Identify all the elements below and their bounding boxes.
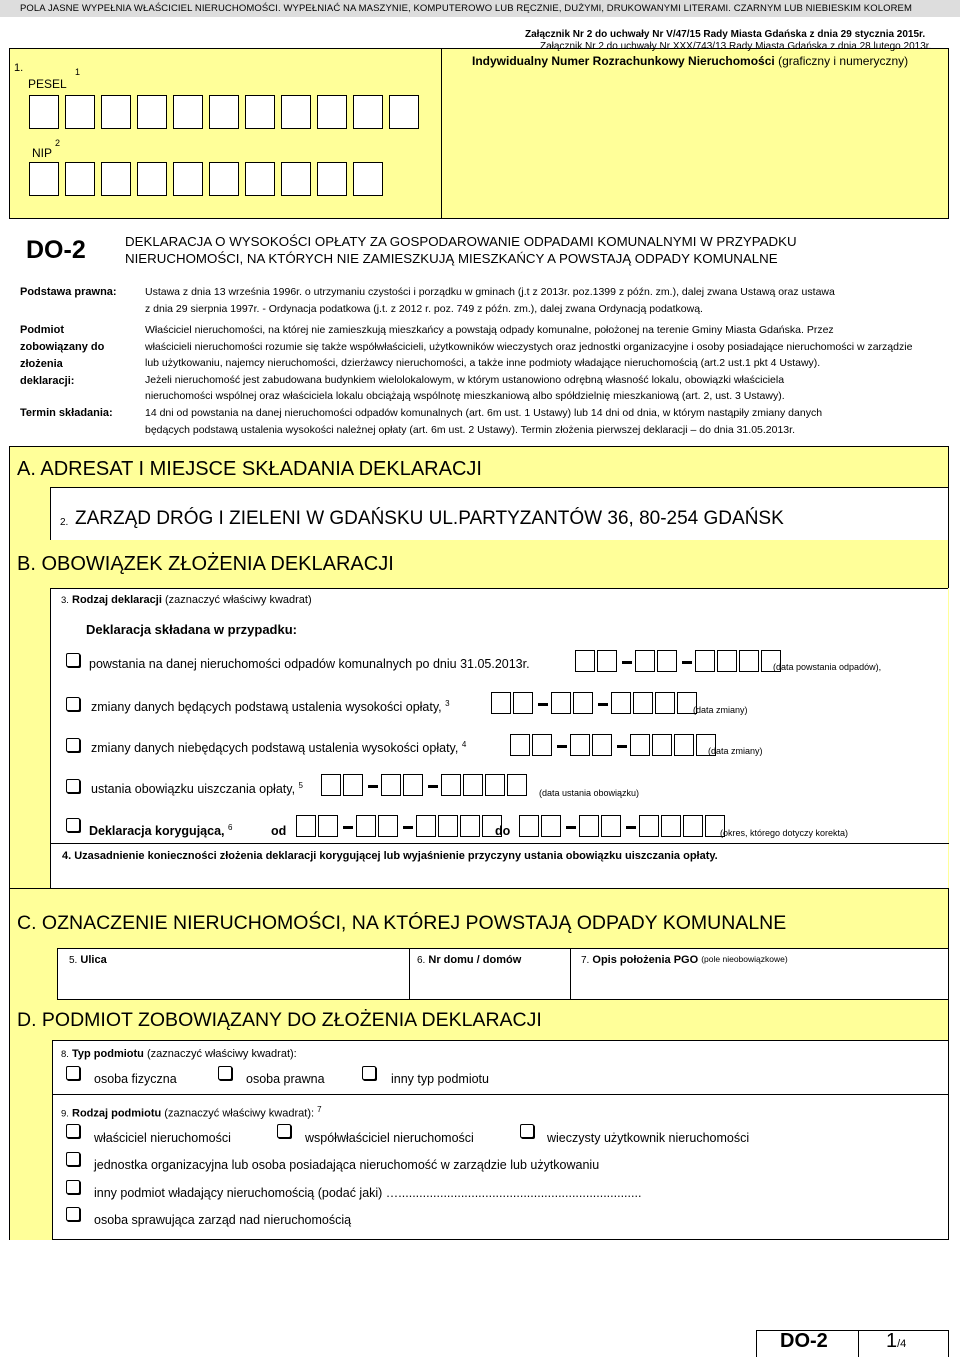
pesel-digit-box[interactable] <box>65 95 95 129</box>
field-5-title: Ulica <box>80 954 107 966</box>
pesel-label: PESEL <box>28 77 67 91</box>
date-digit-box[interactable] <box>381 774 401 796</box>
section-c-title: C. OZNACZENIE NIERUCHOMOŚCI, NA KTÓREJ POWSTAJĄ ODPADY KOMUNALNE <box>17 912 787 934</box>
nip-digit-box[interactable] <box>29 162 59 196</box>
annex-line-1: Załącznik Nr 2 do uchwały Nr V/47/15 Rady Miasta Gdańska z dnia 29 stycznia 2015r. <box>525 29 926 40</box>
date-digit-box[interactable] <box>403 774 423 796</box>
field-8-title: Typ podmiotu <box>72 1048 144 1060</box>
option-change-fee-data-text: zmiany danych będących podstawą ustalenia wysokości opłaty, <box>91 700 442 715</box>
inr-label <box>472 54 908 68</box>
nip-digit-box[interactable] <box>137 162 167 196</box>
pesel-digit-box[interactable] <box>245 95 275 129</box>
deadline-text-1: 14 dni od powstania na danej nieruchomości odpadów komunalnych (art. 6m ust. 1 Ustawy) lub 14 dni od dnia, w którym nastąpiły zmiany danych <box>145 407 823 419</box>
date-digit-box[interactable] <box>575 650 595 672</box>
subject-label-line: zobowiązany do <box>20 341 105 353</box>
entity-kind-organization-label: jednostka organizacyjna lub osoba posiadająca nieruchomość w zarządzie lub użytkowaniu <box>94 1158 600 1172</box>
option-creation-note: (data powstania odpadów), <box>773 662 882 672</box>
field-8-number: 8. <box>61 1049 69 1060</box>
inr-panel <box>441 48 949 219</box>
pesel-footnote: 1 <box>75 67 81 77</box>
field-4-label[interactable]: 4. Uzasadnienie konieczności złożenia deklaracji korygującej lub wyjaśnienie przyczyny ustania obowiązku uiszczania opłaty. <box>62 850 718 862</box>
subject-text-line: Jeżeli nieruchomość jest zabudowana budynkiem wielolokalowym, w którym ustanowiono odrębną własność lokalu, obowiązki właściciela <box>145 373 785 386</box>
subject-label-line: Podmiot <box>20 324 64 336</box>
field-6-title: Nr domu / domów <box>428 954 522 966</box>
page-number <box>886 1330 906 1353</box>
date-digit-box[interactable] <box>378 815 398 837</box>
date-separator <box>403 826 413 829</box>
date-digit-box[interactable] <box>570 734 590 756</box>
entity-kind-owner-label: właściciel nieruchomości <box>94 1131 231 1145</box>
inr-label-text: Indywidualny Numer Rozrachunkowy Nieruchomości <box>472 54 775 68</box>
nip-label: NIP <box>32 146 53 160</box>
date-digit-box[interactable] <box>321 774 341 796</box>
instructions-banner: POLA JASNE WYPEŁNIA WŁAŚCICIEL NIERUCHOMOŚCI. WYPEŁNIAĆ NA MASZYNIE, KOMPUTEROWO LUB RĘCZNIE, DUŻYMI, DRUKOWANYMI LITERAMI. CZARNYM LUB NIEBIESKIM KOLOREM <box>0 0 960 17</box>
pesel-digit-box[interactable] <box>101 95 131 129</box>
date-digit-box[interactable] <box>739 650 759 672</box>
entity-kind-manager-label: osoba sprawująca zarząd nad nieruchomością <box>94 1213 352 1227</box>
option-cessation-text: ustania obowiązku uiszczania opłaty, <box>91 782 296 797</box>
date-separator <box>557 745 567 748</box>
section-d-indent <box>9 1040 52 1240</box>
option-cessation-label <box>91 781 303 796</box>
section-c-indent <box>9 948 57 1000</box>
option-change-fee-data-checkbox[interactable] <box>66 697 80 711</box>
option-change-other-data-label <box>91 740 466 755</box>
nip-digit-box[interactable] <box>317 162 347 196</box>
option-change-fee-data-footnote: 3 <box>445 699 450 708</box>
date-digit-box[interactable] <box>463 774 483 796</box>
subject-text-line: nieruchomości wspólnej oraz właściciela lokalu obciążają wspólnotę mieszkaniową albo spółdzielnię mieszkaniową (art. 2, ust. 3 Ustawy). <box>145 390 785 403</box>
pesel-digit-box[interactable] <box>317 95 347 129</box>
date-separator <box>343 826 353 829</box>
date-separator <box>538 703 548 706</box>
field-7-label <box>581 954 788 966</box>
date-digit-box[interactable] <box>633 692 653 714</box>
date-digit-box[interactable] <box>507 774 527 796</box>
date-separator <box>617 745 627 748</box>
subject-label <box>20 322 104 390</box>
field-2-number: 2. <box>60 517 69 528</box>
date-digit-box[interactable] <box>597 650 617 672</box>
option-change-fee-data-label <box>91 699 450 714</box>
option-change-other-data-footnote: 4 <box>461 740 467 749</box>
option-change-other-data-text: zmiany danych niebędących podstawą ustalenia wysokości opłaty, <box>91 741 459 756</box>
date-digit-box[interactable] <box>441 774 461 796</box>
pesel-digit-box[interactable] <box>209 95 239 129</box>
date-digit-box[interactable] <box>573 692 593 714</box>
date-separator <box>622 661 632 664</box>
date-separator <box>368 785 378 788</box>
field-9-label <box>61 1105 322 1120</box>
date-digit-box[interactable] <box>460 815 480 837</box>
date-digit-box[interactable] <box>541 815 561 837</box>
field-7-number: 7. <box>581 955 590 966</box>
correction-period-note: (okres, którego dotyczy korekta) <box>720 828 849 838</box>
page-current: 1 <box>886 1330 898 1352</box>
field-3-label <box>61 594 312 606</box>
entity-type-other-label: inny typ podmiotu <box>391 1072 489 1086</box>
date-separator <box>598 703 608 706</box>
date-digit-box[interactable] <box>652 734 672 756</box>
nip-digit-box[interactable] <box>281 162 311 196</box>
option-change-other-data-note: (data zmiany) <box>708 746 763 756</box>
legal-basis-text-2: z dnia 29 sierpnia 1997r. - Ordynacja podatkowa (j.t. z 2012 r. poz. 749 z późn. zm.), dalej zwana Ordynacją podatkową. <box>145 303 703 315</box>
correction-to-label: do <box>495 824 511 838</box>
pesel-digit-box[interactable] <box>281 95 311 129</box>
date-digit-box[interactable] <box>416 815 436 837</box>
field-9-footnote: 7 <box>317 1105 322 1114</box>
field-6-label <box>417 954 521 966</box>
pesel-digit-box[interactable] <box>173 95 203 129</box>
section-a-indent <box>10 487 50 540</box>
date-digit-box[interactable] <box>639 815 659 837</box>
nip-digit-box[interactable] <box>353 162 383 196</box>
field-7-note: (pole nieobowiązkowe) <box>701 954 788 964</box>
date-digit-box[interactable] <box>592 734 612 756</box>
pesel-digit-box[interactable] <box>137 95 167 129</box>
subject-text-line: lub użytkowaniu, najemcy nieruchomości, dzierżawcy nieruchomości, a także inne podmioty władające nieruchomością (art.2 ust.1 pkt 4 Ustawy). <box>145 357 821 370</box>
date-digit-box[interactable] <box>657 650 677 672</box>
date-digit-box[interactable] <box>485 774 505 796</box>
option-change-fee-data-note: (data zmiany) <box>693 705 748 715</box>
date-digit-box[interactable] <box>655 692 675 714</box>
entity-kind-organization-checkbox[interactable] <box>66 1152 80 1166</box>
date-separator <box>682 661 692 664</box>
date-digit-box[interactable] <box>491 692 511 714</box>
footer-code: DO-2 <box>780 1330 828 1352</box>
option-correction-checkbox[interactable] <box>66 818 80 832</box>
date-digit-box[interactable] <box>661 815 681 837</box>
option-cessation-footnote: 5 <box>298 781 303 790</box>
entity-kind-perpetual-user-checkbox[interactable] <box>520 1124 534 1138</box>
pesel-digit-box[interactable] <box>389 95 419 129</box>
entity-type-legal-label: osoba prawna <box>246 1072 325 1086</box>
subject-text-line: właścicieli nieruchomości rozumie się także współwłaścicieli, użytkowników wieczystych oraz jednostki organizacyjne i osoby posiadające nieruchomości w zarządzie <box>145 340 913 353</box>
date-separator <box>626 826 636 829</box>
field-8-note: (zaznaczyć właściwy kwadrat): <box>146 1048 297 1060</box>
date-digit-box[interactable] <box>601 815 621 837</box>
date-digit-box[interactable] <box>532 734 552 756</box>
deadline-label: Termin składania: <box>20 407 113 419</box>
date-digit-box[interactable] <box>635 650 655 672</box>
subject-label-line: deklaracji: <box>20 375 75 387</box>
nip-digit-box[interactable] <box>101 162 131 196</box>
entity-type-other-checkbox[interactable] <box>362 1066 376 1080</box>
nip-digit-box[interactable] <box>209 162 239 196</box>
field-4-separator <box>50 843 949 844</box>
entity-kind-other-label[interactable]: inny podmiot władający nieruchomością (podać jaki) …...................................................................... <box>94 1186 642 1200</box>
date-digit-box[interactable] <box>510 734 530 756</box>
date-digit-box[interactable] <box>579 815 599 837</box>
option-change-other-data-checkbox[interactable] <box>66 738 80 752</box>
section-d-title: D. PODMIOT ZOBOWIĄZANY DO ZŁOŻENIA DEKLARACJI <box>17 1009 542 1031</box>
date-digit-box[interactable] <box>695 650 715 672</box>
addressee: ZARZĄD DRÓG I ZIELENI W GDAŃSKU UL.PARTYZANTÓW 36, 80-254 GDAŃSK <box>75 508 784 529</box>
date-digit-box[interactable] <box>611 692 631 714</box>
date-digit-box[interactable] <box>717 650 737 672</box>
entity-type-natural-checkbox[interactable] <box>66 1066 80 1080</box>
date-digit-box[interactable] <box>296 815 316 837</box>
date-digit-box[interactable] <box>519 815 539 837</box>
field-6-number: 6. <box>417 955 426 966</box>
field-5-label <box>69 954 107 966</box>
field-9-number: 9. <box>61 1108 69 1120</box>
field-3-note: (zaznaczyć właściwy kwadrat) <box>164 594 312 606</box>
entity-kind-perpetual-user-label: wieczysty użytkownik nieruchomości <box>547 1131 750 1145</box>
correction-from-label: od <box>271 824 287 838</box>
entity-type-natural-label: osoba fizyczna <box>94 1072 177 1086</box>
subject-text-line: Właściciel nieruchomości, na której nie zamieszkują mieszkańcy a powstają odpady komunalne, położonej na terenie Gminy Miasta Gdańska. Przez <box>145 324 834 336</box>
entity-type-legal-checkbox[interactable] <box>218 1066 232 1080</box>
nip-digit-box[interactable] <box>173 162 203 196</box>
entity-kind-coowner-label: współwłaściciel nieruchomości <box>305 1131 474 1145</box>
date-digit-box[interactable] <box>356 815 376 837</box>
section-a-title: A. ADRESAT I MIEJSCE SKŁADANIA DEKLARACJI <box>17 458 482 480</box>
form-title-line-1: DEKLARACJA O WYSOKOŚCI OPŁATY ZA GOSPODAROWANIE ODPADAMI KOMUNALNYMI W PRZYPADKU <box>125 234 797 249</box>
legal-basis-text-1: Ustawa z dnia 13 września 1996r. o utrzymaniu czystości i porządku w gminach (j.t z 2013r. poz.1399 z późn. zm.), dalej zwana Ustawą oraz ustawa <box>145 286 835 298</box>
annex-line-2: Załącznik Nr 2 do uchwały Nr XXX/743/13 Rady Miasta Gdańska z dnia 28 lutego 2013r. <box>540 41 932 52</box>
field-3-title: Rodzaj deklaracji <box>72 594 162 606</box>
pesel-digit-box[interactable] <box>353 95 383 129</box>
form-code: DO-2 <box>26 236 86 264</box>
field-7-title: Opis położenia PGO <box>592 954 699 966</box>
inr-label-note: (graficzny i numeryczny) <box>778 54 909 68</box>
date-separator <box>428 785 438 788</box>
section-b-indent <box>9 588 50 888</box>
field-8-label <box>61 1048 297 1060</box>
option-cessation-checkbox[interactable] <box>66 779 80 793</box>
field-1-number: 1. <box>14 62 24 74</box>
legal-basis-label: Podstawa prawna: <box>20 286 117 298</box>
date-digit-box[interactable] <box>683 815 703 837</box>
date-digit-box[interactable] <box>513 692 533 714</box>
option-cessation-note: (data ustania obowiązku) <box>539 788 640 798</box>
date-digit-box[interactable] <box>438 815 458 837</box>
form-title-line-2: NIERUCHOMOŚCI, NA KTÓRYCH NIE ZAMIESZKUJĄ MIESZKAŃCY A POWSTAJĄ ODPADY KOMUNALNE <box>125 251 778 266</box>
date-digit-box[interactable] <box>318 815 338 837</box>
field-5-box[interactable] <box>57 948 410 1000</box>
date-digit-box[interactable] <box>630 734 650 756</box>
field-3-number: 3. <box>61 595 69 606</box>
nip-footnote: 2 <box>55 138 61 148</box>
subject-text <box>145 322 937 405</box>
entity-kind-other-checkbox[interactable] <box>66 1180 80 1194</box>
date-digit-box[interactable] <box>551 692 571 714</box>
option-correction-footnote: 6 <box>227 823 233 832</box>
date-digit-box[interactable] <box>343 774 363 796</box>
entity-kind-coowner-checkbox[interactable] <box>277 1124 291 1138</box>
entity-kind-owner-checkbox[interactable] <box>66 1124 80 1138</box>
entity-kind-manager-checkbox[interactable] <box>66 1207 80 1221</box>
date-separator <box>566 826 576 829</box>
option-creation-checkbox[interactable] <box>66 653 80 667</box>
nip-digit-box[interactable] <box>245 162 275 196</box>
section-b-title: B. OBOWIĄZEK ZŁOŻENIA DEKLARACJI <box>17 553 394 575</box>
option-creation-label: powstania na danej nieruchomości odpadów komunalnych po dniu 31.05.2013r. <box>89 657 530 671</box>
option-correction-text: Deklaracja korygująca, <box>89 824 225 839</box>
field-9-title: Rodzaj podmiotu <box>72 1107 162 1120</box>
option-correction-label <box>89 823 232 838</box>
subject-label-line: złożenia <box>20 358 63 370</box>
field-9-note: (zaznaczyć właściwy kwadrat): <box>164 1107 315 1120</box>
nip-digit-box[interactable] <box>65 162 95 196</box>
deadline-text-2: będących podstawą ustalenia wysokości należnej opłaty (art. 6m ust. 2 Ustawy). Termin złożenia pierwszej deklaracji – do dnia 31.05.2013r. <box>145 424 795 436</box>
pesel-digit-box[interactable] <box>29 95 59 129</box>
page-total: /4 <box>897 1338 907 1350</box>
date-digit-box[interactable] <box>674 734 694 756</box>
submitted-when: Deklaracja składana w przypadku: <box>86 622 297 637</box>
field-5-number: 5. <box>69 955 78 966</box>
